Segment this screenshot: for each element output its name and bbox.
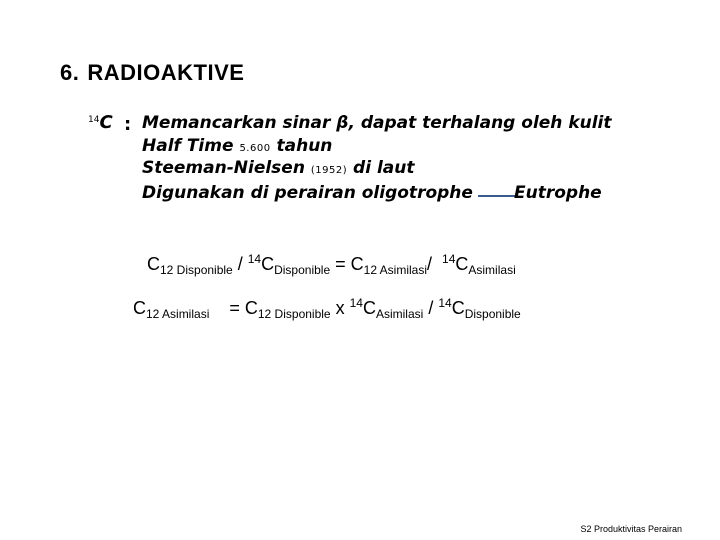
author-name: Steeman-Nielsen	[142, 158, 305, 178]
text-line-2	[142, 136, 332, 156]
eq2-c12-b-sub: 12 Disponible	[257, 307, 331, 321]
eq2-c12-sub: 12 Asimilasi	[146, 307, 210, 321]
eq1-c12-b: C	[350, 254, 364, 274]
half-time-value: 5.600	[239, 143, 271, 154]
footer-caption: S2 Produktivitas Perairan	[580, 524, 682, 534]
eq2-equals: =	[229, 298, 245, 318]
eq1-c12-sub: 12 Disponible	[160, 263, 233, 277]
isotope-colon: :	[124, 114, 132, 135]
eq2-c14-sub: Asimilasi	[375, 307, 424, 321]
eq1-c12-b-sub: 12 Asimilasi	[363, 263, 428, 277]
title-number: 6.	[60, 60, 80, 85]
half-time-unit: tahun	[276, 136, 333, 156]
eutrophe-label: Eutrophe	[514, 183, 602, 203]
eq1-c12: C	[147, 254, 160, 274]
eq2-slash: /	[423, 298, 439, 318]
eq1-c14-b-sup: 14	[442, 252, 456, 266]
slide-title	[60, 60, 244, 86]
half-time-label: Half Time	[142, 136, 234, 156]
eq1-slash-2: /	[427, 254, 433, 274]
eq1-c14-sub: Disponible	[274, 263, 331, 277]
eq2-c14-b-sup: 14	[438, 296, 452, 310]
eq2-c12-b: C	[244, 298, 258, 318]
eq2-c14-b-sub: Disponible	[464, 307, 521, 321]
eq1-c14: C	[261, 254, 275, 274]
eq1-c14-b-sub: Asimilasi	[468, 263, 516, 277]
eq2-c12: C	[133, 298, 146, 318]
text-line-4: Digunakan di perairan oligotrophe	[142, 183, 473, 203]
isotope-label	[88, 112, 113, 133]
equation-1	[147, 252, 516, 277]
arrow-line	[478, 195, 518, 197]
text-line-1: Memancarkan sinar β, dapat terhalang oleh kulit	[142, 113, 612, 133]
isotope-symbol: C	[99, 112, 113, 133]
location-text: di laut	[353, 158, 415, 178]
eq1-c14-sup: 14	[247, 252, 262, 266]
equation-2	[133, 296, 521, 321]
eq2-times: x	[330, 298, 350, 318]
title-text: RADIOAKTIVE	[87, 60, 245, 85]
eq2-c14-b: C	[451, 298, 465, 318]
isotope-mass: 14	[88, 115, 100, 125]
eq2-c14-sup: 14	[349, 296, 363, 310]
eq2-c14: C	[362, 298, 376, 318]
eq1-equals: =	[330, 254, 351, 274]
eq1-slash: /	[232, 254, 248, 274]
text-line-3	[142, 158, 415, 178]
eq1-c14-b: C	[455, 254, 469, 274]
author-year: (1952)	[310, 165, 348, 176]
